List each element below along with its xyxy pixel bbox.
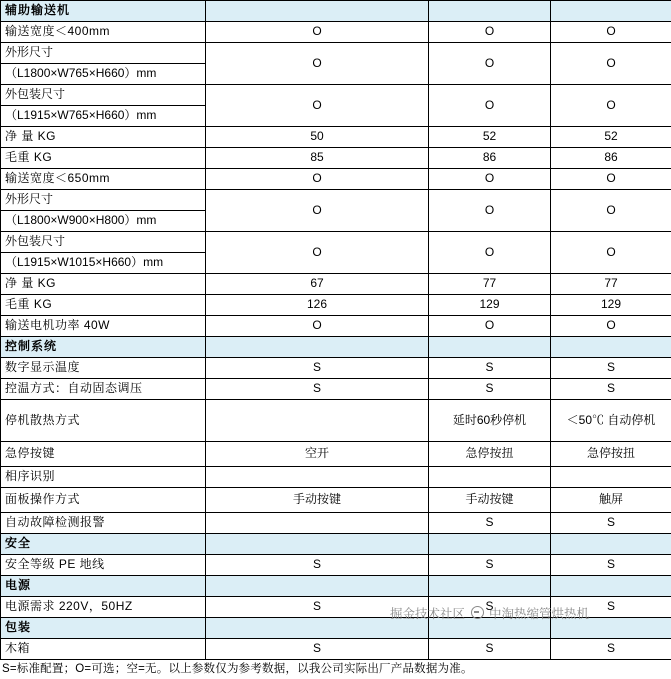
table-row (1, 513, 671, 534)
section-blank-cell (206, 337, 429, 358)
row-value: O (206, 43, 429, 85)
row-value: ＜50℃ 自动停机 (551, 400, 671, 442)
row-value: O (206, 190, 429, 232)
section-header-row (1, 337, 671, 358)
row-value: 急停按扭 (551, 442, 671, 467)
row-label: 外包装尺寸 (1, 85, 206, 106)
row-value: S (206, 358, 429, 379)
row-value: S (551, 555, 671, 576)
row-sublabel: （L1915×W765×H660）mm (1, 106, 206, 127)
row-value: O (551, 43, 671, 85)
section-blank-cell (429, 1, 551, 22)
section-header-row (1, 534, 671, 555)
row-label: 电源需求 220V，50HZ (1, 597, 206, 618)
row-label: 毛重 KG (1, 295, 206, 316)
section-blank-cell (206, 618, 429, 639)
table-row (1, 190, 671, 211)
section-blank-cell (429, 576, 551, 597)
row-value: 77 (551, 274, 671, 295)
row-value: 126 (206, 295, 429, 316)
row-value: O (206, 232, 429, 274)
row-label: 相序识别 (1, 467, 206, 488)
row-value: O (206, 169, 429, 190)
row-value: 空开 (206, 442, 429, 467)
row-value (429, 467, 551, 488)
row-label: 外形尺寸 (1, 43, 206, 64)
row-value: 129 (429, 295, 551, 316)
row-value (206, 467, 429, 488)
row-value: O (551, 232, 671, 274)
row-label: 输送电机功率 40W (1, 316, 206, 337)
row-value: O (429, 22, 551, 43)
row-value: 触屏 (551, 488, 671, 513)
section-blank-cell (429, 618, 551, 639)
section-blank-cell (206, 1, 429, 22)
row-value: S (429, 597, 551, 618)
table-row (1, 467, 671, 488)
row-value: O (429, 232, 551, 274)
row-label: 输送宽度＜650mm (1, 169, 206, 190)
table-row (1, 400, 671, 442)
row-value (206, 513, 429, 534)
table-row (1, 43, 671, 64)
row-label: 自动故障检测报警 (1, 513, 206, 534)
table-row (1, 488, 671, 513)
watermark-text-left: 掘金技术社区 (390, 607, 465, 621)
table-row (1, 442, 671, 467)
table-body (1, 1, 671, 660)
row-label: 输送宽度＜400mm (1, 22, 206, 43)
row-value: O (551, 190, 671, 232)
row-value: O (551, 169, 671, 190)
row-value: 手动按键 (206, 488, 429, 513)
row-value: O (551, 85, 671, 127)
row-label: 数字显示温度 (1, 358, 206, 379)
row-value: 52 (551, 127, 671, 148)
row-value: 50 (206, 127, 429, 148)
section-blank-cell (551, 337, 671, 358)
row-label: 急停按键 (1, 442, 206, 467)
row-label: 停机散热方式 (1, 400, 206, 442)
row-sublabel: （L1915×W1015×H660）mm (1, 253, 206, 274)
section-blank-cell (551, 576, 671, 597)
row-value: 86 (429, 148, 551, 169)
section-header-row (1, 618, 671, 639)
table-row (1, 295, 671, 316)
row-value: 85 (206, 148, 429, 169)
footnote: S=标准配置；O=可选；空=无。以上参数仅为参考数据，以我公司实际出厂产品数据为准。 (0, 660, 671, 679)
row-value: O (206, 85, 429, 127)
row-value: O (429, 190, 551, 232)
row-sublabel: （L1800×W900×H800）mm (1, 211, 206, 232)
row-value: O (551, 316, 671, 337)
table-row (1, 379, 671, 400)
row-value: 129 (551, 295, 671, 316)
table-row (1, 639, 671, 660)
row-value: 急停按扭 (429, 442, 551, 467)
section-blank-cell (551, 618, 671, 639)
section-blank-cell (429, 534, 551, 555)
table-row (1, 169, 671, 190)
table-row (1, 22, 671, 43)
row-value: S (551, 379, 671, 400)
section-blank-cell (551, 534, 671, 555)
row-value: 52 (429, 127, 551, 148)
row-sublabel: （L1800×W765×H660）mm (1, 64, 206, 85)
row-value: S (429, 358, 551, 379)
row-value: S (551, 597, 671, 618)
watermark-text-right: 中淘热缩管烘热机 (489, 607, 589, 621)
table-row (1, 232, 671, 253)
row-value: 67 (206, 274, 429, 295)
row-value: S (206, 639, 429, 660)
row-value: S (429, 513, 551, 534)
row-value: 手动按键 (429, 488, 551, 513)
section-header-row (1, 576, 671, 597)
row-label: 毛重 KG (1, 148, 206, 169)
row-label: 净 量 KG (1, 274, 206, 295)
table-row (1, 274, 671, 295)
table-row (1, 148, 671, 169)
row-value: S (429, 555, 551, 576)
row-label: 控温方式：自动固态调压 (1, 379, 206, 400)
row-value: 77 (429, 274, 551, 295)
row-label: 外形尺寸 (1, 190, 206, 211)
section-header-row (1, 1, 671, 22)
row-value: S (551, 358, 671, 379)
row-label: 外包装尺寸 (1, 232, 206, 253)
section-blank-cell (206, 534, 429, 555)
row-value: O (551, 22, 671, 43)
table-row (1, 316, 671, 337)
row-value: O (206, 22, 429, 43)
row-value: O (429, 316, 551, 337)
row-value (551, 467, 671, 488)
row-value: S (206, 379, 429, 400)
row-value: S (429, 379, 551, 400)
section-title: 电源 (1, 576, 206, 597)
table-row (1, 85, 671, 106)
row-value: S (429, 639, 551, 660)
row-value: S (206, 597, 429, 618)
section-blank-cell (206, 576, 429, 597)
table-row (1, 555, 671, 576)
table-row (1, 127, 671, 148)
row-value: S (551, 513, 671, 534)
row-value: 86 (551, 148, 671, 169)
section-title: 安全 (1, 534, 206, 555)
row-value (206, 400, 429, 442)
row-label: 面板操作方式 (1, 488, 206, 513)
section-blank-cell (429, 337, 551, 358)
row-label: 净 量 KG (1, 127, 206, 148)
row-value: O (429, 169, 551, 190)
row-value: O (429, 43, 551, 85)
row-label: 安全等级 PE 地线 (1, 555, 206, 576)
table-row (1, 358, 671, 379)
row-value: S (551, 639, 671, 660)
row-label: 木箱 (1, 639, 206, 660)
row-value: O (206, 316, 429, 337)
section-blank-cell (551, 1, 671, 22)
row-value: S (206, 555, 429, 576)
row-value: 延时60秒停机 (429, 400, 551, 442)
section-title: 辅助输送机 (1, 1, 206, 22)
row-value: O (429, 85, 551, 127)
section-title: 控制系统 (1, 337, 206, 358)
table-row (1, 597, 671, 618)
section-title: 包装 (1, 618, 206, 639)
